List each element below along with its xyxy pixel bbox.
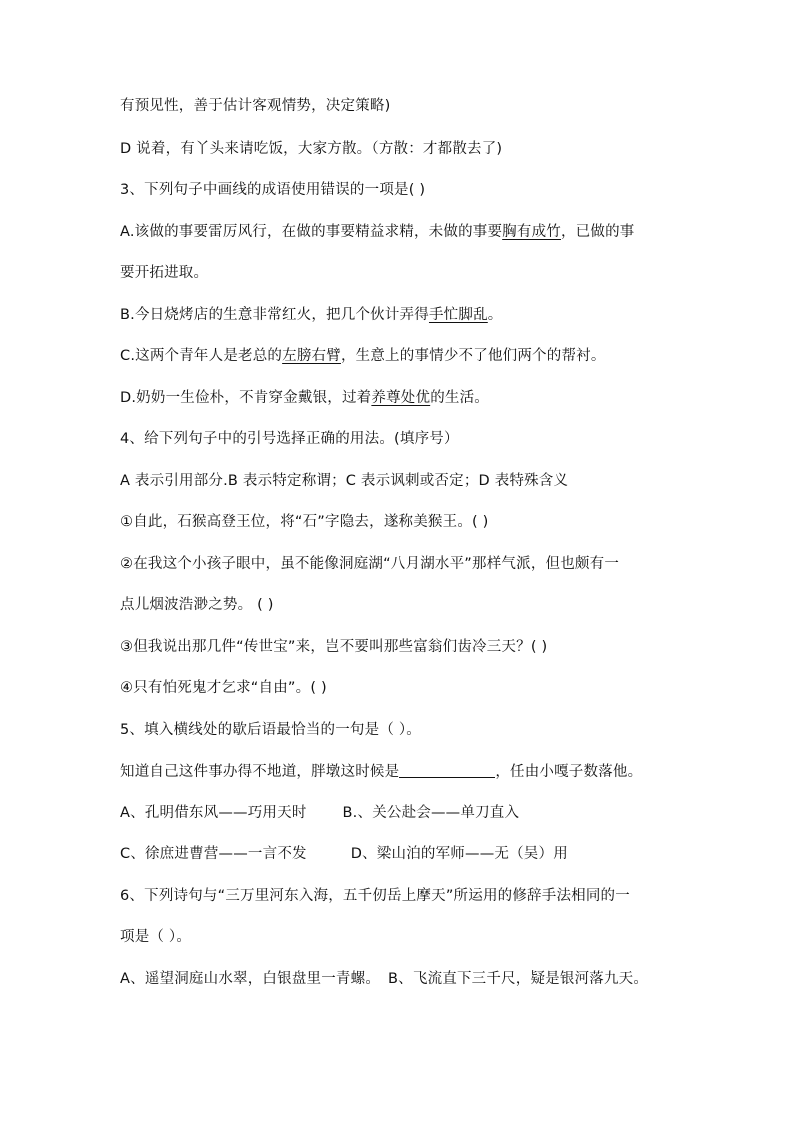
option-b: B.、关公赴会——单刀直入: [342, 805, 520, 821]
option-b-text: B.今日烧烤店的生意非常红火，把几个伙计弄得: [120, 307, 429, 323]
options-row-cd: [120, 844, 680, 864]
sentence-1: ①自此，石猴高登王位，将“石”字隐去，遂称美猴王。( ): [120, 514, 489, 530]
underlined-idiom: 胸有成竹: [502, 224, 561, 240]
underlined-idiom: 手忙脚乱: [428, 307, 488, 323]
option-a-text: A.该做的事要雷厉风行，在做的事要精益求精，未做的事要: [120, 224, 503, 240]
option-c-line: [120, 346, 680, 366]
question-5-title: 5、填入横线处的歇后语最恰当的一句是（ ）。: [120, 722, 421, 738]
underlined-idiom: 养尊处优: [371, 390, 431, 406]
fill-blank-sentence: [120, 761, 680, 782]
underlined-idiom: 左膀右臂: [282, 348, 341, 364]
sentence-2-continued: 点儿烟波浩渺之势。 ( ): [120, 597, 274, 613]
option-c-text-end: ，生意上的事情少不了他们两个的帮衬。: [340, 348, 606, 364]
question-4-title: 4、给下列句子中的引号选择正确的用法。(填序号）: [120, 431, 459, 447]
option-a: A、孔明借东风——巧用天时: [120, 805, 307, 821]
options-row-ab: [120, 803, 680, 823]
option-b-text-end: 。: [487, 307, 503, 323]
option-d-text: D.奶奶一生俭朴，不肯穿金戴银，过着: [120, 390, 372, 406]
fill-blank-text: 知道自己这件事办得不地道，胖墩这时候是: [120, 764, 400, 780]
sentence-4: ④只有怕死鬼才乞求“自由”。( ): [120, 680, 327, 696]
answer-blank[interactable]: [399, 761, 495, 778]
option-a-line: [120, 222, 680, 242]
sentence-3: ③但我说出那几件“传世宝”来，岂不要叫那些富翁们齿冷三天？( ): [120, 639, 548, 655]
option-b-line: [120, 305, 680, 325]
option-c-text: C.这两个青年人是老总的: [120, 348, 283, 364]
option-d-text: D 说着，有丫头来请吃饭，大家方散。（方散：才都散去了): [120, 141, 503, 157]
text-line: 要开拓进取。: [120, 265, 209, 281]
question-6-title-continued: 项是（ ）。: [120, 929, 192, 945]
option-a: A、遥望洞庭山水翠，白银盘里一青螺。: [120, 971, 381, 987]
question-3-title: 3、下列句子中画线的成语使用错误的一项是( ): [120, 182, 426, 198]
option-b: B、飞流直下三千尺，疑是银河落九天。: [388, 971, 649, 987]
sentence-2: ②在我这个小孩子眼中，虽不能像洞庭湖“八月湖水平”那样气派，但也颇有一: [120, 556, 620, 572]
question-6-title: 6、下列诗句与“三万里河东入海，五千仞岳上摩天”所运用的修辞手法相同的一: [120, 888, 630, 904]
option-d-line: [120, 388, 680, 408]
options-row-ab: [120, 969, 680, 989]
option-d: D、梁山泊的军师——无（吴）用: [350, 846, 568, 862]
text-line: 有预见性，善于估计客观情势，决定策略): [120, 98, 391, 114]
quote-usage-options: A 表示引用部分.B 表示特定称谓；C 表示讽刺或否定；D 表特殊含义: [120, 473, 569, 489]
option-a-text-end: ，已做的事: [560, 224, 635, 240]
option-c: C、徐庶进曹营——一言不发: [120, 846, 307, 862]
fill-blank-text-end: ，任由小嘎子数落他。: [495, 764, 643, 780]
option-d-text-end: 的生活。: [430, 390, 489, 406]
